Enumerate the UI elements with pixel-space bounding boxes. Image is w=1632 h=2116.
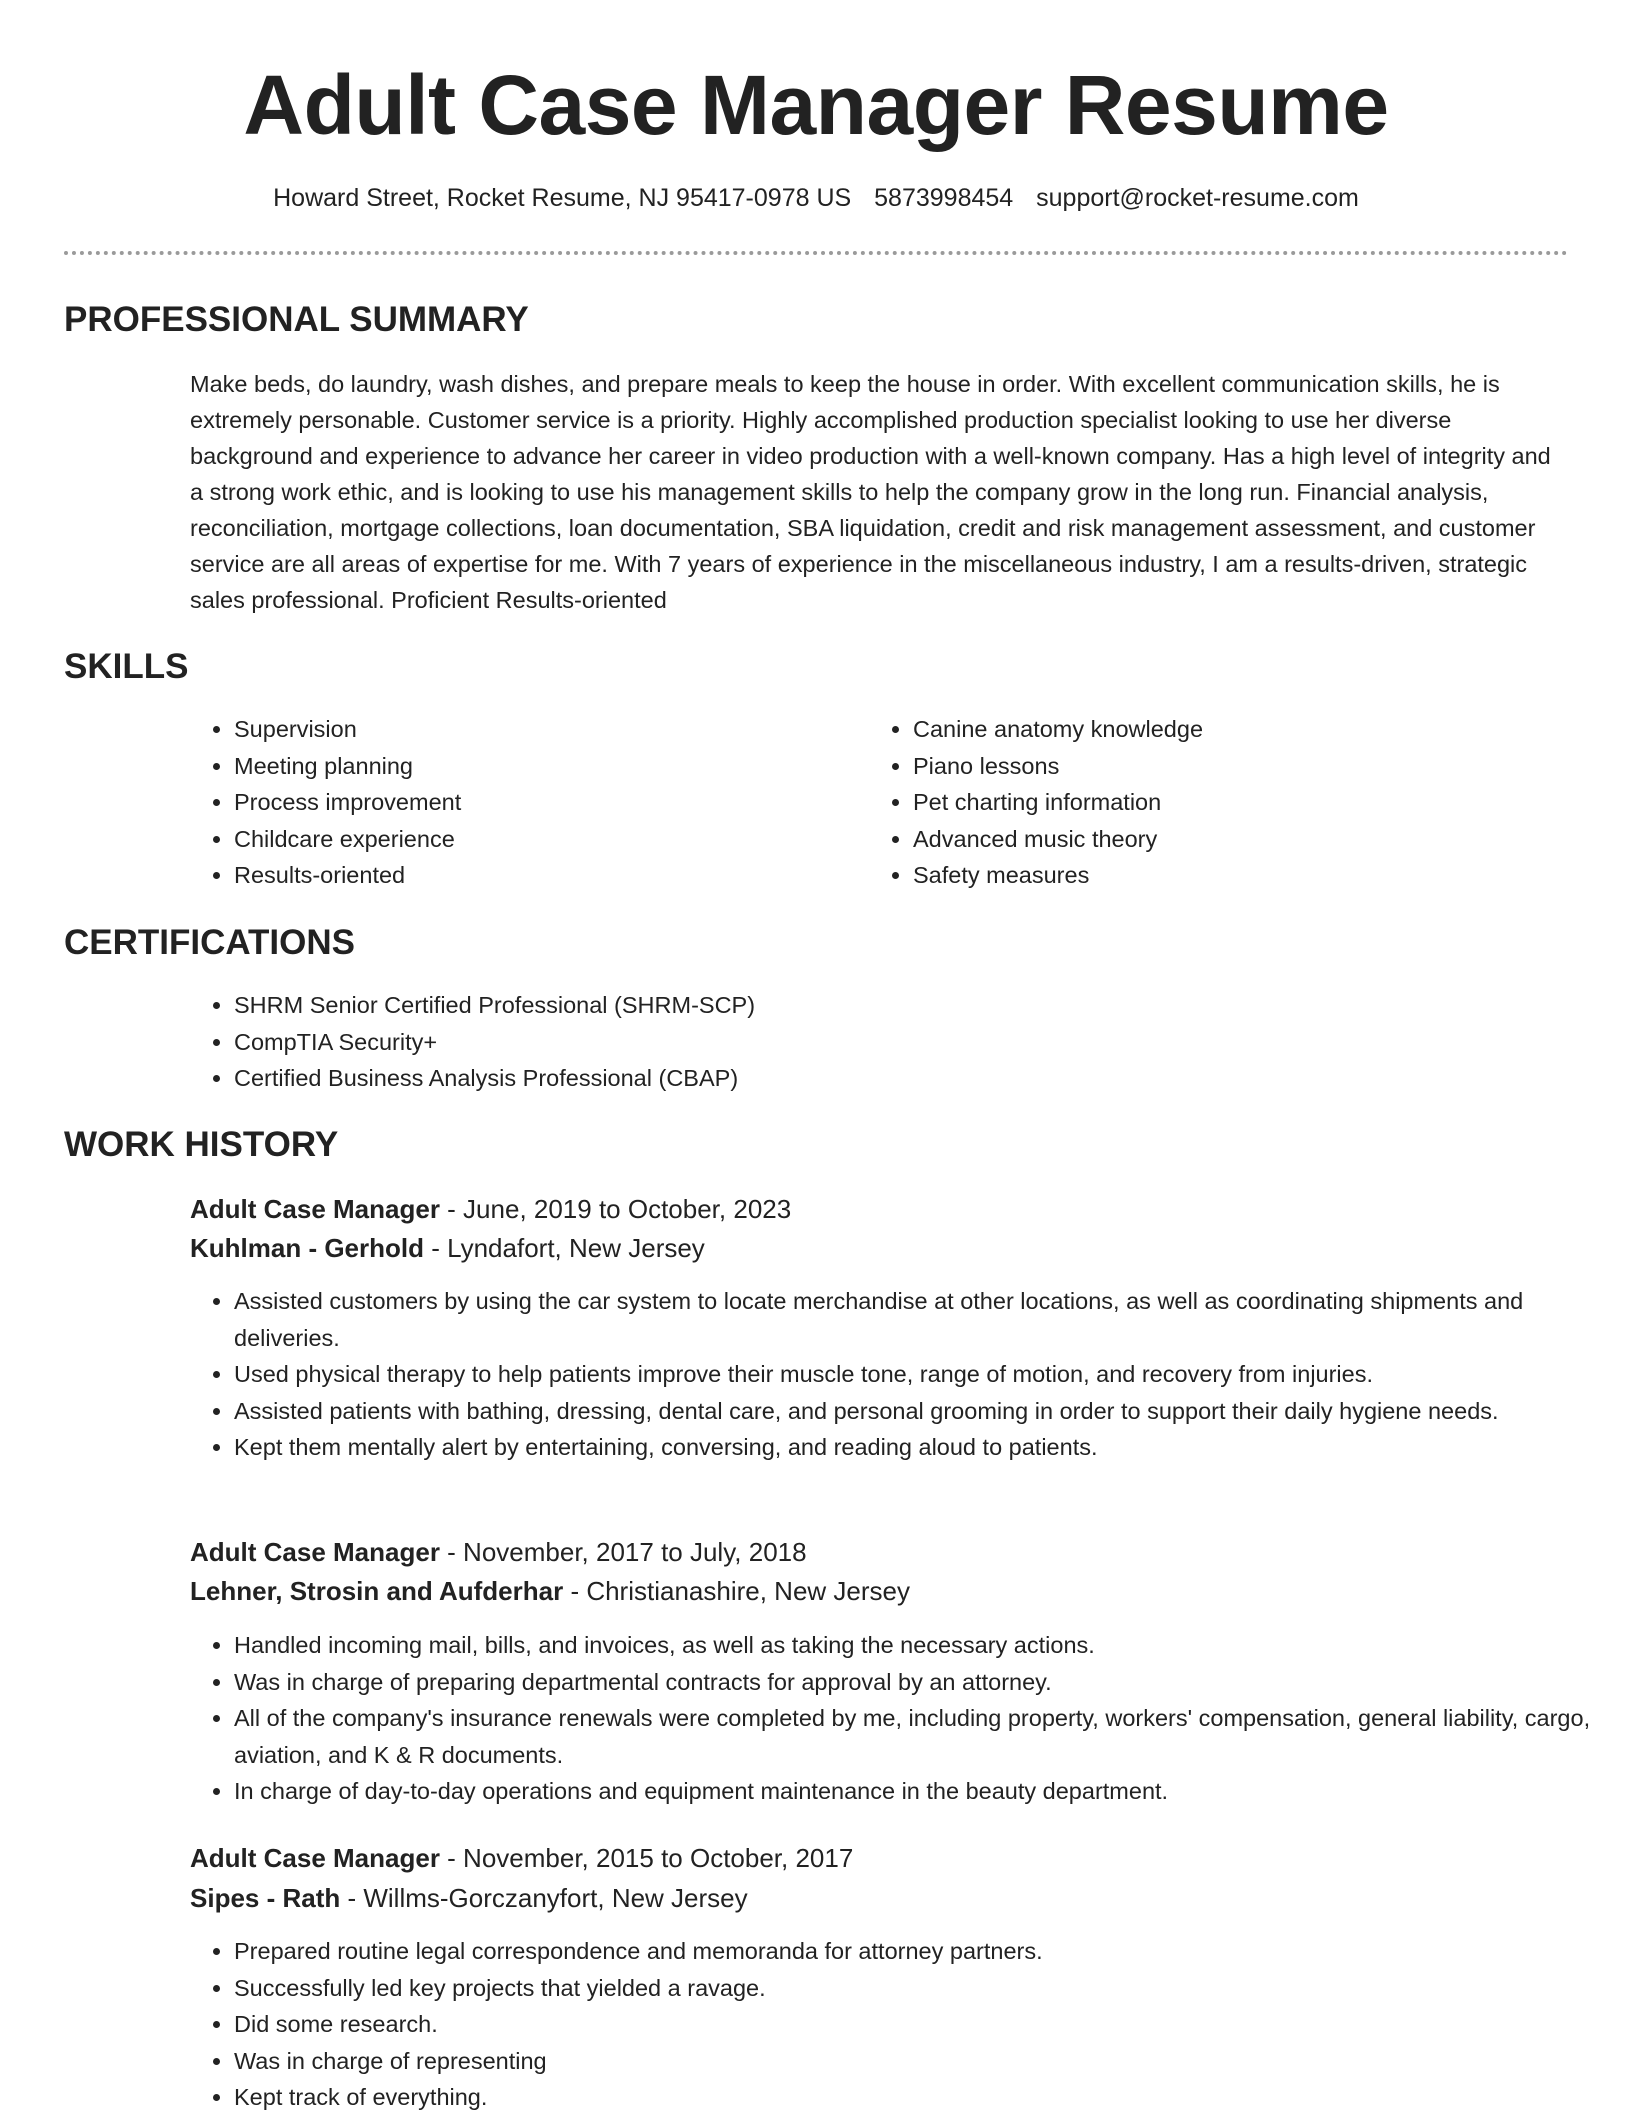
skill-item: • Pet charting information <box>913 784 1553 821</box>
job-company-line <box>190 1572 910 1610</box>
duty-item: • Kept them mentally alert by entertaining, conversing, and reading aloud to patients. <box>234 1429 1614 1466</box>
job-company-line <box>190 1879 748 1917</box>
job-company: Kuhlman - Gerhold <box>190 1233 424 1263</box>
job-location: - Lyndafort, New Jersey <box>424 1233 705 1263</box>
contact-phone: 5873998454 <box>874 184 1014 212</box>
job-company: Sipes - Rath <box>190 1883 341 1913</box>
section-title-work-history: WORK HISTORY <box>64 1125 339 1164</box>
skill-item: • Canine anatomy knowledge <box>913 711 1553 748</box>
job-title-line <box>190 1839 853 1877</box>
skills-list-right <box>869 711 1553 894</box>
job-company-line <box>190 1229 705 1267</box>
summary-text: Make beds, do laundry, wash dishes, and prepare meals to keep the house in order. With excellent communication skills, he is extremely personable. Customer service is a priority. Highly accomplished production specialist looking to use her diverse background and experience to advance her career in video production with a well-known company. Has a high level of integrity and a strong work ethic, and is looking to use his management skills to help the company grow in the long run. Financial analysis, reconciliation, mortgage collections, loan documentation, SBA liquidation, credit and risk management assessment, and customer service are all areas of expertise for me. With 7 years of experience in the miscellaneous industry, I am a results-driven, strategic sales professional. Proficient Results-oriented <box>190 371 1551 613</box>
section-title-summary: PROFESSIONAL SUMMARY <box>64 300 529 339</box>
contact-address: Howard Street, Rocket Resume, NJ 95417-0978 US <box>273 184 852 212</box>
skill-item: • Process improvement <box>234 784 854 821</box>
duty-item: • Handled incoming mail, bills, and invoices, as well as taking the necessary actions. <box>234 1627 1614 1664</box>
duty-item: • Assisted patients with bathing, dressing, dental care, and personal grooming in order to support their daily hygiene needs. <box>234 1393 1614 1430</box>
resume-title: Adult Case Manager Resume <box>243 58 1389 152</box>
job-duties-list <box>190 1933 1614 2116</box>
job-title: Adult Case Manager <box>190 1194 440 1224</box>
job-title-line <box>190 1533 807 1571</box>
skill-item: • Piano lessons <box>913 748 1553 785</box>
job-location: - Willms-Gorczanyfort, New Jersey <box>340 1883 748 1913</box>
duty-item: • Was in charge of representing <box>234 2043 1614 2080</box>
job-dates: - November, 2017 to July, 2018 <box>439 1537 807 1567</box>
skill-item: • Childcare experience <box>234 821 854 858</box>
duty-item: • All of the company's insurance renewals were completed by me, including property, workers' compensation, general liability, cargo, aviation, and K & R documents. <box>234 1700 1614 1773</box>
job-dates: - June, 2019 to October, 2023 <box>439 1194 792 1224</box>
job-dates: - November, 2015 to October, 2017 <box>439 1843 854 1873</box>
duty-item: • Used physical therapy to help patients improve their muscle tone, range of motion, and recovery from injuries. <box>234 1356 1614 1393</box>
certifications-list <box>190 987 1534 1097</box>
job-title: Adult Case Manager <box>190 1843 440 1873</box>
job-title: Adult Case Manager <box>190 1537 440 1567</box>
duty-item: • Did some research. <box>234 2006 1614 2043</box>
skill-item: • Meeting planning <box>234 748 854 785</box>
duty-item: • Assisted customers by using the car system to locate merchandise at other locations, as well as coordinating shipments and deliveries. <box>234 1283 1614 1356</box>
duty-item: • Kept track of everything. <box>234 2079 1614 2116</box>
duty-item: • Successfully led key projects that yielded a ravage. <box>234 1970 1614 2007</box>
certification-item: • SHRM Senior Certified Professional (SHRM-SCP) <box>234 987 1534 1024</box>
section-title-certifications: CERTIFICATIONS <box>64 923 356 962</box>
header-divider <box>64 251 1568 255</box>
job-company: Lehner, Strosin and Aufderhar <box>190 1576 564 1606</box>
job-duties-list <box>190 1627 1614 1810</box>
skill-item: • Supervision <box>234 711 854 748</box>
duty-item: • Was in charge of preparing departmental contracts for approval by an attorney. <box>234 1664 1614 1701</box>
certification-item: • Certified Business Analysis Professional (CBAP) <box>234 1060 1534 1097</box>
job-location: - Christianashire, New Jersey <box>563 1576 910 1606</box>
contact-info <box>0 181 1632 215</box>
skill-item: • Results-oriented <box>234 857 854 894</box>
duty-item: • In charge of day-to-day operations and equipment maintenance in the beauty department. <box>234 1773 1614 1810</box>
duty-item: • Prepared routine legal correspondence and memoranda for attorney partners. <box>234 1933 1614 1970</box>
job-duties-list <box>190 1283 1614 1466</box>
certification-item: • CompTIA Security+ <box>234 1024 1534 1061</box>
section-title-skills: SKILLS <box>64 647 189 686</box>
job-title-line <box>190 1190 791 1228</box>
contact-email: support@rocket-resume.com <box>1036 184 1359 212</box>
skills-list-left <box>190 711 854 894</box>
skill-item: • Safety measures <box>913 857 1553 894</box>
skill-item: • Advanced music theory <box>913 821 1553 858</box>
